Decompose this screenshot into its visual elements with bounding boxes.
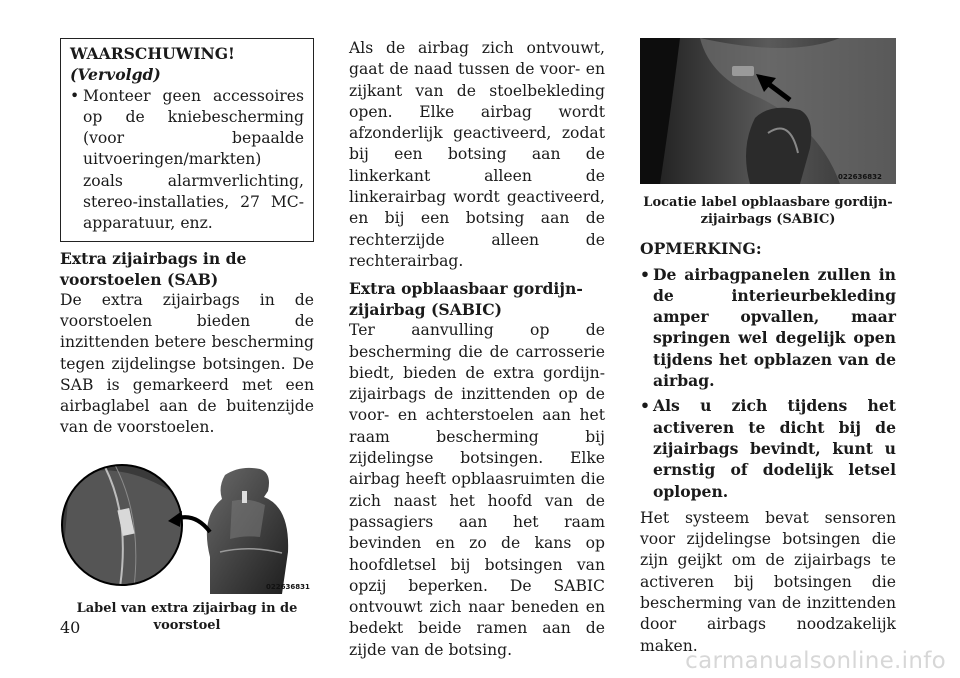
sabic-heading: Extra opblaasbaar gordijn-zijairbag (SABIC) xyxy=(349,279,583,320)
note-bullet: • De airbagpanelen zullen in de interieurbekleding amper opvallen, maar springen wel degelijk open tijdens het opblazen van de airbag. xyxy=(640,264,896,392)
warning-box xyxy=(60,38,314,242)
sabic-body: Ter aanvulling op de bescherming die de carrosserie biedt, bieden de extra gordijn-zijairbags de inzittenden op de voor- en achterstoelen aan het raam bescherming bij zijdelingse botsingen. Elke airbag heeft opblaasruimten die zich naast het hoofd van de passagiers aan het raam bevinden en zo de kans op hoofdletsel bij botsingen van opzij beperken. De SABIC ontvouwt zich naar beneden en bedekt beide ramen aan de zijde van de botsing. xyxy=(349,321,605,659)
watermark: carmanualsonline.info xyxy=(685,648,946,674)
note-bullet: • Als u zich tijdens het activeren te dicht bij de zijairbags bevindt, kunt u ernstig of dodelijk letsel oplopen. xyxy=(640,395,896,501)
warning-bullet: • Monteer geen accessoires op de kniebescherming (voor bepaalde uitvoeringen/markten) zoals alarmverlichting, stereo-installaties, 27 MC-apparatuur, enz. xyxy=(70,86,304,235)
figure-code: 022636832 xyxy=(838,173,882,181)
sabic-label-illustration xyxy=(640,38,896,184)
sabic-figure xyxy=(640,38,896,228)
sabic-figure-caption: Locatie label opblaasbare gordijn-zijairbags (SABIC) xyxy=(643,195,893,228)
warning-heading xyxy=(70,43,304,86)
page-number: 40 xyxy=(60,618,81,637)
sab-heading: Extra zijairbags in de voorstoelen (SAB) xyxy=(60,248,247,289)
seat-figure-caption: Label van extra zijairbag in de voorstoel xyxy=(76,601,298,634)
figure-code: 022636831 xyxy=(266,582,310,591)
seat-airbag-label-illustration xyxy=(60,457,314,594)
note-title: OPMERKING: xyxy=(640,239,762,259)
warning-title: WAARSCHUWING! xyxy=(70,44,235,63)
warning-continued: (Vervolgd) xyxy=(70,65,161,85)
column-right xyxy=(640,38,896,657)
column-middle xyxy=(349,38,605,661)
seat-figure xyxy=(60,457,314,634)
sensor-paragraph: Het systeem bevat sensoren voor zijdelingse botsingen die zijn geijkt om de zijairbags te activeren bij botsingen die bescherming van de inzittenden door airbags noodzakelijk maken. xyxy=(640,508,896,655)
airbag-deploy-paragraph: Als de airbag zich ontvouwt, gaat de naad tussen de voor- en zijkant van de stoelbekleding open. Elke airbag wordt afzonderlijk geactiveerd, zodat bij een botsing aan de linkerkant alleen de linkerairbag wordt geactiveerd, en bij een botsing aan de rechterzijde alleen de rechterairbag. xyxy=(349,39,605,270)
sab-body: De extra zijairbags in de voorstoelen bieden de inzittenden betere bescherming tegen zijdelingse botsingen. De SAB is gemarkeerd met een airbaglabel aan de buitenzijde van de voorstoelen. xyxy=(60,290,314,437)
column-left xyxy=(60,38,314,634)
